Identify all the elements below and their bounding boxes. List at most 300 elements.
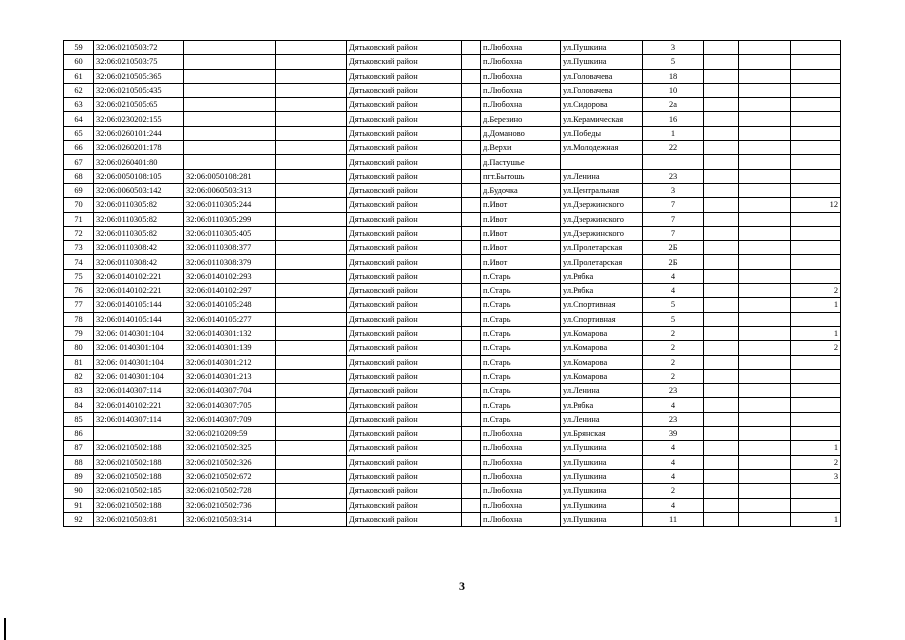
- table-row: [64, 183, 841, 197]
- cell-c10: [739, 198, 791, 212]
- cell-cad2: 32:06:0110305:299: [184, 212, 276, 226]
- cell-house: 11: [643, 512, 704, 526]
- cell-house: 39: [643, 427, 704, 441]
- cell-locality: п.Старь: [481, 326, 561, 340]
- cell-street: ул.Ленина: [561, 384, 643, 398]
- cell-n: 76: [64, 284, 94, 298]
- cell-district: Дятьковский район: [347, 341, 462, 355]
- cell-c9: [704, 69, 739, 83]
- cell-empty: [276, 126, 347, 140]
- cell-cad1: 32:06:0140105:144: [94, 298, 184, 312]
- cell-empty2: [462, 226, 481, 240]
- cell-cad1: 32:06:0110305:82: [94, 198, 184, 212]
- cell-c9: [704, 369, 739, 383]
- cell-extra: 1: [791, 298, 841, 312]
- cell-c9: [704, 255, 739, 269]
- cell-cad2: 32:06:0210502:326: [184, 455, 276, 469]
- cell-n: 86: [64, 427, 94, 441]
- cell-cad2: 32:06:0110305:405: [184, 226, 276, 240]
- cell-extra: [791, 484, 841, 498]
- cell-house: 7: [643, 198, 704, 212]
- cell-extra: [791, 427, 841, 441]
- cell-cad1: 32:06:0110305:82: [94, 212, 184, 226]
- cell-c10: [739, 455, 791, 469]
- cell-n: 87: [64, 441, 94, 455]
- cell-c9: [704, 312, 739, 326]
- cell-district: Дятьковский район: [347, 312, 462, 326]
- cell-empty2: [462, 126, 481, 140]
- cell-c9: [704, 498, 739, 512]
- cell-c10: [739, 498, 791, 512]
- cell-empty: [276, 412, 347, 426]
- table-row: [64, 269, 841, 283]
- cell-street: ул.Победы: [561, 126, 643, 140]
- table-row: [64, 69, 841, 83]
- cell-n: 60: [64, 55, 94, 69]
- cell-house: 3: [643, 183, 704, 197]
- cell-empty: [276, 198, 347, 212]
- cell-c9: [704, 455, 739, 469]
- cell-n: 71: [64, 212, 94, 226]
- cell-extra: [791, 269, 841, 283]
- cell-street: ул.Ленина: [561, 169, 643, 183]
- cell-extra: [791, 412, 841, 426]
- cell-c9: [704, 269, 739, 283]
- cell-empty: [276, 169, 347, 183]
- cell-locality: п.Любохна: [481, 55, 561, 69]
- cell-empty2: [462, 212, 481, 226]
- cell-c9: [704, 41, 739, 55]
- cell-c9: [704, 241, 739, 255]
- cell-cad2: [184, 69, 276, 83]
- table-row: [64, 498, 841, 512]
- cell-locality: п.Ивот: [481, 255, 561, 269]
- cell-c9: [704, 469, 739, 483]
- cell-empty2: [462, 484, 481, 498]
- cell-empty2: [462, 341, 481, 355]
- table-row: [64, 226, 841, 240]
- cell-street: ул.Головачева: [561, 69, 643, 83]
- cell-locality: п.Любохна: [481, 498, 561, 512]
- cell-district: Дятьковский район: [347, 384, 462, 398]
- cell-cad2: 32:06:0140301:213: [184, 369, 276, 383]
- cell-locality: п.Ивот: [481, 241, 561, 255]
- cell-house: 23: [643, 384, 704, 398]
- cell-cad1: 32:06:0210505:65: [94, 98, 184, 112]
- cell-cad2: [184, 83, 276, 97]
- cell-locality: п.Любохна: [481, 427, 561, 441]
- cell-c9: [704, 169, 739, 183]
- table-row: [64, 384, 841, 398]
- cell-c9: [704, 298, 739, 312]
- cell-extra: [791, 126, 841, 140]
- cell-empty2: [462, 298, 481, 312]
- cell-cad2: 32:06:0140102:297: [184, 284, 276, 298]
- cell-extra: [791, 55, 841, 69]
- cell-n: 88: [64, 455, 94, 469]
- cell-locality: п.Старь: [481, 284, 561, 298]
- table-row: [64, 484, 841, 498]
- cell-locality: п.Любохна: [481, 512, 561, 526]
- cell-locality: д.Пастушье: [481, 155, 561, 169]
- cell-street: ул.Комарова: [561, 326, 643, 340]
- cell-c9: [704, 341, 739, 355]
- cell-locality: п.Ивот: [481, 226, 561, 240]
- cell-n: 75: [64, 269, 94, 283]
- cell-c10: [739, 55, 791, 69]
- cell-house: 7: [643, 212, 704, 226]
- cell-street: ул.Спортивная: [561, 312, 643, 326]
- cell-empty: [276, 269, 347, 283]
- cell-extra: [791, 255, 841, 269]
- cell-cad2: [184, 55, 276, 69]
- cell-district: Дятьковский район: [347, 183, 462, 197]
- cell-extra: 2: [791, 455, 841, 469]
- cell-n: 83: [64, 384, 94, 398]
- cell-street: ул.Пушкина: [561, 498, 643, 512]
- cell-cad1: 32:06:0110308:42: [94, 241, 184, 255]
- cell-empty2: [462, 384, 481, 398]
- cell-empty: [276, 298, 347, 312]
- cell-c10: [739, 112, 791, 126]
- cell-house: 4: [643, 284, 704, 298]
- cell-empty: [276, 312, 347, 326]
- cell-locality: п.Любохна: [481, 441, 561, 455]
- cell-empty: [276, 398, 347, 412]
- cell-c10: [739, 83, 791, 97]
- cell-empty: [276, 83, 347, 97]
- cell-house: 2: [643, 484, 704, 498]
- cell-cad2: 32:06:0140102:293: [184, 269, 276, 283]
- cell-n: 78: [64, 312, 94, 326]
- cell-c10: [739, 398, 791, 412]
- cell-empty: [276, 255, 347, 269]
- cell-c9: [704, 212, 739, 226]
- cell-locality: п.Старь: [481, 412, 561, 426]
- cell-c10: [739, 341, 791, 355]
- cell-cad2: [184, 112, 276, 126]
- cell-street: ул.Ленина: [561, 412, 643, 426]
- cell-house: 4: [643, 498, 704, 512]
- cell-cad2: 32:06:0140105:277: [184, 312, 276, 326]
- cell-locality: пгт.Бытошь: [481, 169, 561, 183]
- cell-street: ул.Молодежная: [561, 141, 643, 155]
- table-row: [64, 198, 841, 212]
- table-row: [64, 355, 841, 369]
- cell-cad1: 32:06:0140102:221: [94, 269, 184, 283]
- table-row: [64, 455, 841, 469]
- cell-empty2: [462, 55, 481, 69]
- cell-empty2: [462, 469, 481, 483]
- table-row: [64, 212, 841, 226]
- cell-district: Дятьковский район: [347, 226, 462, 240]
- cell-cad2: 32:06:0110305:244: [184, 198, 276, 212]
- cell-cad1: 32:06:0210502:188: [94, 469, 184, 483]
- cell-empty2: [462, 498, 481, 512]
- cell-cad1: [94, 427, 184, 441]
- cell-c10: [739, 384, 791, 398]
- table-row: [64, 398, 841, 412]
- cell-c9: [704, 155, 739, 169]
- cell-district: Дятьковский район: [347, 126, 462, 140]
- cell-empty2: [462, 427, 481, 441]
- cell-cad2: 32:06:0140307:709: [184, 412, 276, 426]
- cell-extra: [791, 183, 841, 197]
- table-row: [64, 98, 841, 112]
- cell-cad1: 32:06:0230202:155: [94, 112, 184, 126]
- cell-locality: п.Любохна: [481, 469, 561, 483]
- cell-cad1: 32:06:0210502:185: [94, 484, 184, 498]
- cell-c10: [739, 69, 791, 83]
- cell-empty: [276, 284, 347, 298]
- cell-cad2: [184, 41, 276, 55]
- table-row: [64, 441, 841, 455]
- cell-cad2: [184, 98, 276, 112]
- cell-extra: [791, 369, 841, 383]
- cell-cad2: 32:06:0050108:281: [184, 169, 276, 183]
- cell-c9: [704, 512, 739, 526]
- cell-empty2: [462, 369, 481, 383]
- cell-empty2: [462, 183, 481, 197]
- cell-empty: [276, 512, 347, 526]
- cell-c9: [704, 398, 739, 412]
- cell-locality: д.Березино: [481, 112, 561, 126]
- cell-c10: [739, 269, 791, 283]
- cell-c9: [704, 183, 739, 197]
- cell-locality: п.Старь: [481, 298, 561, 312]
- cell-empty: [276, 341, 347, 355]
- cell-empty: [276, 427, 347, 441]
- cell-locality: п.Любохна: [481, 98, 561, 112]
- cell-house: 22: [643, 141, 704, 155]
- cell-n: 67: [64, 155, 94, 169]
- cell-cad2: [184, 141, 276, 155]
- cell-cad2: 32:06:0140307:705: [184, 398, 276, 412]
- cell-district: Дятьковский район: [347, 284, 462, 298]
- cell-cad2: 32:06:0140301:212: [184, 355, 276, 369]
- cell-locality: п.Любохна: [481, 83, 561, 97]
- cell-cad2: 32:06:0210502:728: [184, 484, 276, 498]
- cell-c9: [704, 226, 739, 240]
- cell-district: Дятьковский район: [347, 41, 462, 55]
- cell-street: ул.Пушкина: [561, 484, 643, 498]
- cell-c9: [704, 284, 739, 298]
- cell-locality: п.Любохна: [481, 69, 561, 83]
- cell-street: ул.Рябка: [561, 284, 643, 298]
- cell-n: 92: [64, 512, 94, 526]
- cell-empty2: [462, 355, 481, 369]
- cell-street: ул.Комарова: [561, 369, 643, 383]
- cell-c10: [739, 183, 791, 197]
- cell-district: Дятьковский район: [347, 69, 462, 83]
- cell-district: Дятьковский район: [347, 298, 462, 312]
- cell-empty: [276, 155, 347, 169]
- cell-cad1: 32:06:0210505:365: [94, 69, 184, 83]
- cell-extra: [791, 312, 841, 326]
- cell-cad1: 32:06:0260401:80: [94, 155, 184, 169]
- cell-c10: [739, 469, 791, 483]
- cell-cad1: 32:06:0140102:221: [94, 398, 184, 412]
- cell-house: 23: [643, 169, 704, 183]
- cell-n: 82: [64, 369, 94, 383]
- cell-cad1: 32:06:0140307:114: [94, 384, 184, 398]
- cell-empty: [276, 141, 347, 155]
- cell-n: 91: [64, 498, 94, 512]
- cell-cad1: 32:06: 0140301:104: [94, 355, 184, 369]
- cell-c10: [739, 241, 791, 255]
- cell-locality: п.Любохна: [481, 455, 561, 469]
- cell-c10: [739, 255, 791, 269]
- cell-street: ул.Дзержинского: [561, 226, 643, 240]
- cell-cad1: 32:06:0260201:178: [94, 141, 184, 155]
- cell-district: Дятьковский район: [347, 212, 462, 226]
- cell-cad1: 32:06: 0140301:104: [94, 369, 184, 383]
- cell-extra: [791, 169, 841, 183]
- cell-house: 2: [643, 355, 704, 369]
- cell-empty: [276, 183, 347, 197]
- cell-street: ул.Пролетарская: [561, 241, 643, 255]
- table-row: [64, 369, 841, 383]
- cell-street: ул.Керамическая: [561, 112, 643, 126]
- cell-c10: [739, 41, 791, 55]
- cell-extra: [791, 83, 841, 97]
- cell-cad2: 32:06:0110308:377: [184, 241, 276, 255]
- cell-district: Дятьковский район: [347, 269, 462, 283]
- cell-empty: [276, 484, 347, 498]
- cell-district: Дятьковский район: [347, 83, 462, 97]
- table-row: [64, 241, 841, 255]
- cell-street: ул.Сидорова: [561, 98, 643, 112]
- cell-c9: [704, 126, 739, 140]
- cell-district: Дятьковский район: [347, 455, 462, 469]
- cell-locality: п.Старь: [481, 398, 561, 412]
- cell-district: Дятьковский район: [347, 112, 462, 126]
- cell-empty: [276, 212, 347, 226]
- cell-empty2: [462, 269, 481, 283]
- cell-n: 66: [64, 141, 94, 155]
- cell-n: 61: [64, 69, 94, 83]
- cell-street: ул.Пушкина: [561, 469, 643, 483]
- cell-cad1: 32:06:0210502:188: [94, 441, 184, 455]
- table-row: [64, 512, 841, 526]
- cell-district: Дятьковский район: [347, 255, 462, 269]
- cell-extra: 3: [791, 469, 841, 483]
- cell-street: ул.Пушкина: [561, 455, 643, 469]
- cell-empty2: [462, 412, 481, 426]
- table-row: [64, 298, 841, 312]
- cell-house: 5: [643, 298, 704, 312]
- cell-cad1: 32:06:0140105:144: [94, 312, 184, 326]
- scan-edge-mark: [4, 618, 6, 640]
- table-row: [64, 255, 841, 269]
- cell-cad2: 32:06:0140307:704: [184, 384, 276, 398]
- cell-house: 2: [643, 326, 704, 340]
- cell-district: Дятьковский район: [347, 55, 462, 69]
- cell-n: 89: [64, 469, 94, 483]
- cell-locality: п.Старь: [481, 369, 561, 383]
- cell-empty: [276, 69, 347, 83]
- cell-extra: 2: [791, 284, 841, 298]
- cell-locality: п.Любохна: [481, 41, 561, 55]
- cell-empty: [276, 226, 347, 240]
- cell-cad2: 32:06:0140301:139: [184, 341, 276, 355]
- cell-house: 10: [643, 83, 704, 97]
- cell-street: [561, 155, 643, 169]
- table-row: [64, 112, 841, 126]
- cell-street: ул.Дзержинского: [561, 212, 643, 226]
- cell-n: 62: [64, 83, 94, 97]
- cell-c10: [739, 412, 791, 426]
- cell-district: Дятьковский район: [347, 412, 462, 426]
- cell-house: 1: [643, 126, 704, 140]
- cell-extra: [791, 41, 841, 55]
- cell-cad2: 32:06:0140105:248: [184, 298, 276, 312]
- cell-empty: [276, 98, 347, 112]
- cell-c10: [739, 126, 791, 140]
- cell-house: 16: [643, 112, 704, 126]
- cell-empty: [276, 241, 347, 255]
- cell-c10: [739, 441, 791, 455]
- cell-c10: [739, 312, 791, 326]
- cell-empty2: [462, 326, 481, 340]
- cell-extra: 1: [791, 326, 841, 340]
- cell-locality: п.Старь: [481, 355, 561, 369]
- cell-extra: [791, 384, 841, 398]
- cell-cad1: 32:06:0260101:244: [94, 126, 184, 140]
- cell-c9: [704, 427, 739, 441]
- cell-locality: п.Старь: [481, 341, 561, 355]
- cell-extra: [791, 212, 841, 226]
- table-row: [64, 326, 841, 340]
- cell-district: Дятьковский район: [347, 169, 462, 183]
- cell-cad1: 32:06:0210503:75: [94, 55, 184, 69]
- page-number: 3: [459, 579, 465, 593]
- table-row: [64, 141, 841, 155]
- cell-cad1: 32:06:0140102:221: [94, 284, 184, 298]
- cell-street: ул.Пушкина: [561, 41, 643, 55]
- cell-n: 72: [64, 226, 94, 240]
- cell-empty: [276, 469, 347, 483]
- cell-extra: [791, 98, 841, 112]
- table-row: [64, 427, 841, 441]
- cell-cad2: 32:06:0210502:736: [184, 498, 276, 512]
- cell-extra: [791, 398, 841, 412]
- cell-cad1: 32:06:0210503:72: [94, 41, 184, 55]
- cell-empty2: [462, 83, 481, 97]
- cell-locality: п.Старь: [481, 312, 561, 326]
- cell-c9: [704, 55, 739, 69]
- cell-c9: [704, 112, 739, 126]
- cell-house: 3: [643, 41, 704, 55]
- cell-street: ул.Пушкина: [561, 441, 643, 455]
- cell-district: Дятьковский район: [347, 398, 462, 412]
- cell-c9: [704, 412, 739, 426]
- cell-empty2: [462, 198, 481, 212]
- cell-house: 5: [643, 312, 704, 326]
- cell-extra: 2: [791, 341, 841, 355]
- cell-n: 77: [64, 298, 94, 312]
- table-row: [64, 312, 841, 326]
- table-row: [64, 126, 841, 140]
- cell-street: ул.Центральная: [561, 183, 643, 197]
- cell-c10: [739, 141, 791, 155]
- cell-cad1: 32:06:0210503:81: [94, 512, 184, 526]
- cell-n: 64: [64, 112, 94, 126]
- cell-district: Дятьковский район: [347, 512, 462, 526]
- cell-empty2: [462, 69, 481, 83]
- cell-c10: [739, 512, 791, 526]
- table-row: [64, 284, 841, 298]
